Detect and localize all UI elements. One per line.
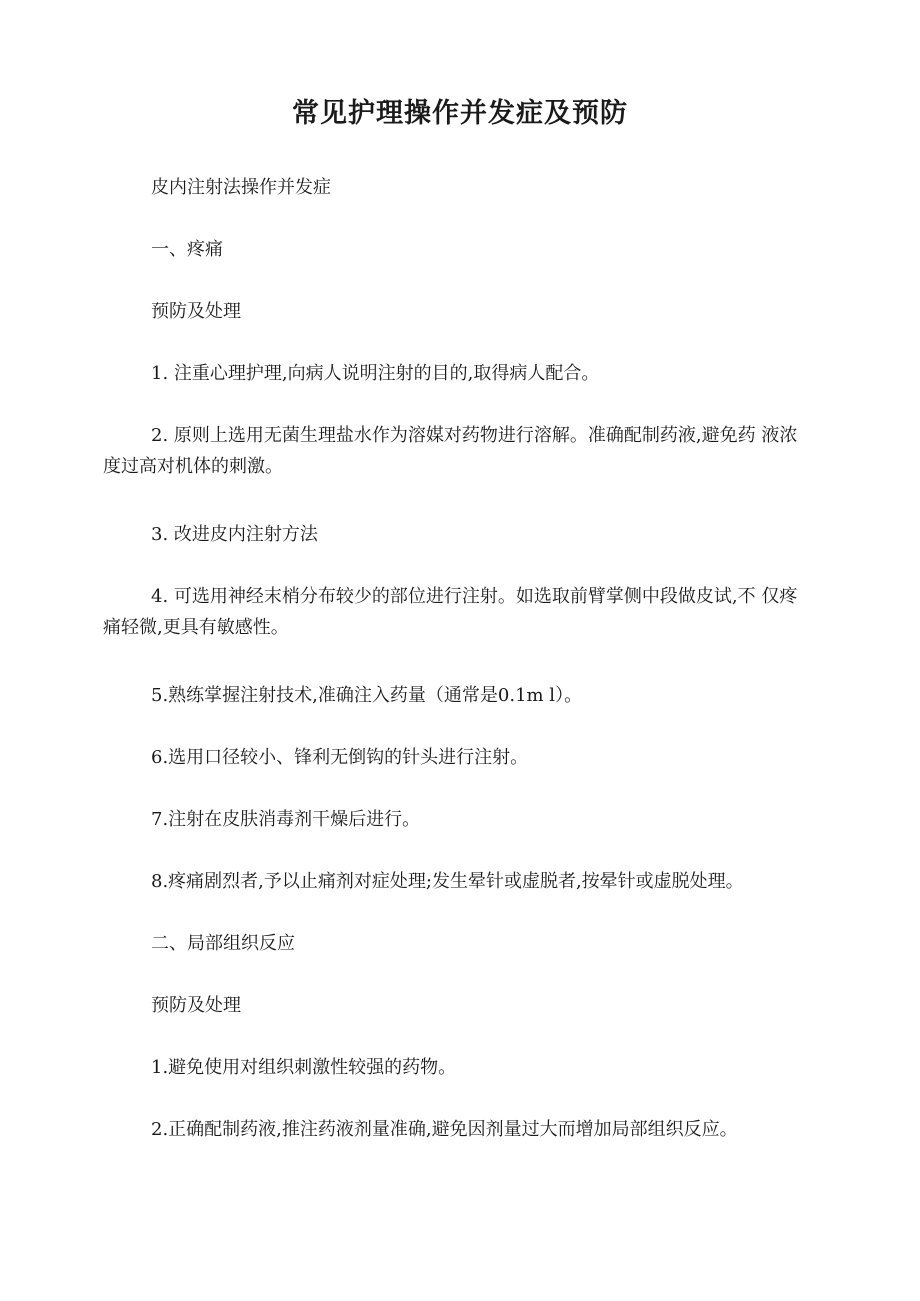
paragraph-item-4: 4. 可选用神经末梢分布较少的部位进行注射。如选取前臂掌侧中段做皮试,不 仅疼痛轻微,更具有敏感性。 [103, 586, 798, 638]
heading-prevention-2: 预防及处理 [151, 995, 241, 1016]
section-heading-intradermal: 皮内注射法操作并发症 [151, 177, 331, 198]
paragraph-item-3: 3. 改进皮内注射方法 [151, 524, 318, 545]
document-title: 常见护理操作并发症及预防 [292, 98, 628, 129]
paragraph-local-item-2: 2.正确配制药液,推注药液剂量准确,避免因剂量过大而增加局部组织反应。 [151, 1119, 738, 1140]
paragraph-item-1: 1. 注重心理护理,向病人说明注射的目的,取得病人配合。 [151, 363, 600, 384]
paragraph-item-2: 2. 原则上选用无菌生理盐水作为溶媒对药物进行溶解。准确配制药液,避免药 液浓度过高对机体的刺激。 [103, 425, 798, 477]
paragraph-item-6: 6.选用口径较小、锋利无倒钩的针头进行注射。 [151, 747, 529, 768]
paragraph-item-7: 7.注射在皮肤消毒剂干燥后进行。 [151, 809, 421, 830]
heading-pain: 一、疼痛 [151, 239, 223, 260]
heading-local-reaction: 二、局部组织反应 [151, 933, 295, 954]
paragraph-local-item-1: 1.避免使用对组织刺激性较强的药物。 [151, 1057, 457, 1078]
paragraph-item-5: 5.熟练掌握注射技术,准确注入药量（通常是0.1m l）。 [151, 685, 583, 706]
paragraph-item-8: 8.疼痛剧烈者,予以止痛剂对症处理;发生晕针或虚脱者,按晕针或虚脱处理。 [151, 871, 744, 892]
heading-prevention-1: 预防及处理 [151, 301, 241, 322]
